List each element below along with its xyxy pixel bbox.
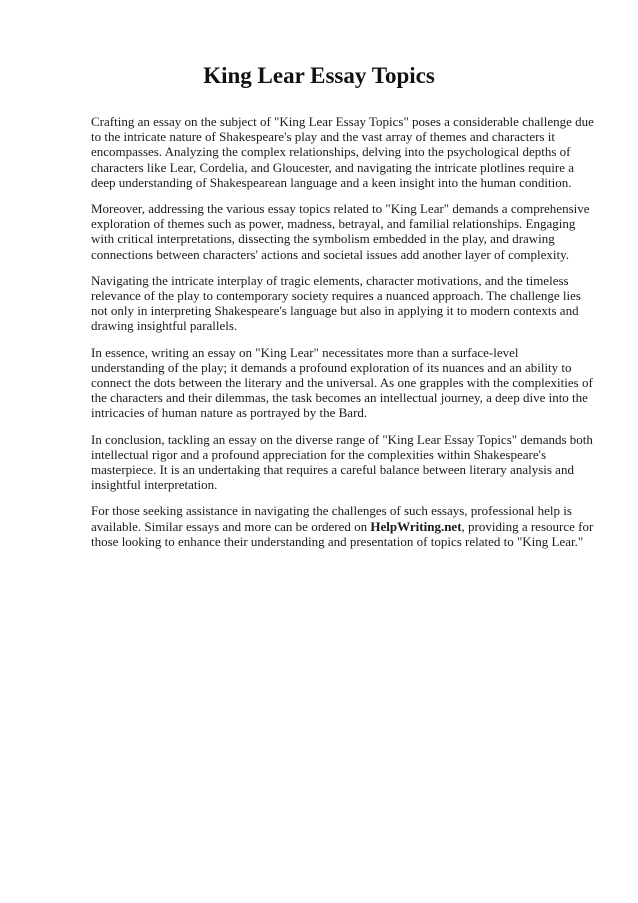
closing-text-before-link: For those seeking assistance in navigating the challenges of such essays, professional help is available. Similar essays and more can be ordered on xyxy=(91,503,572,534)
paragraph-closing xyxy=(91,503,594,549)
page-title: King Lear Essay Topics xyxy=(203,63,435,88)
paragraph-themes: Moreover, addressing the various essay topics related to "King Lear" demands a comprehensive exploration of themes such as power, madness, betrayal, and familial relationships. Engaging with critical interpretations, dissecting the symbolism embedded in the play, and drawing connections between characters' actions and societal issues add another layer of complexity. xyxy=(91,201,590,262)
paragraph-intro: Crafting an essay on the subject of "King Lear Essay Topics" poses a considerable challenge due to the intricate nature of Shakespeare's play and the vast array of themes and characters it encompasses. Analyzing the complex relationships, delving into the psychological depths of characters like Lear, Cordelia, and Gloucester, and navigating the intricate plotlines require a deep understanding of Shakespearean language and a keen insight into the human condition. xyxy=(91,114,594,190)
paragraph-interplay: Navigating the intricate interplay of tragic elements, character motivations, and the timeless relevance of the play to contemporary society requires a nuanced approach. The challenge lies not only in interpreting Shakespeare's language but also in applying it to modern contexts and drawing insightful parallels. xyxy=(91,272,581,334)
closing-text-after-link: , providing a resource for those looking to enhance their understanding and presentation of topics related to "King Lear." xyxy=(91,518,594,549)
helpwriting-link[interactable]: HelpWriting.net xyxy=(370,518,462,534)
paragraph-essence: In essence, writing an essay on "King Lear" necessitates more than a surface-level understanding of the play; it demands a profound exploration of its nuances and an ability to connect the dots between the literary and the universal. As one grapples with the complexities of the characters and their dilemmas, the task becomes an intellectual journey, a deep dive into the intricacies of human nature as portrayed by the Bard. xyxy=(91,344,593,421)
paragraph-conclusion: In conclusion, tackling an essay on the diverse range of "King Lear Essay Topics" demands both intellectual rigor and a profound appreciation for the complexities within Shakespeare's masterpiece. It is an undertaking that requires a careful balance between literary analysis and insightful interpretation. xyxy=(91,431,593,493)
